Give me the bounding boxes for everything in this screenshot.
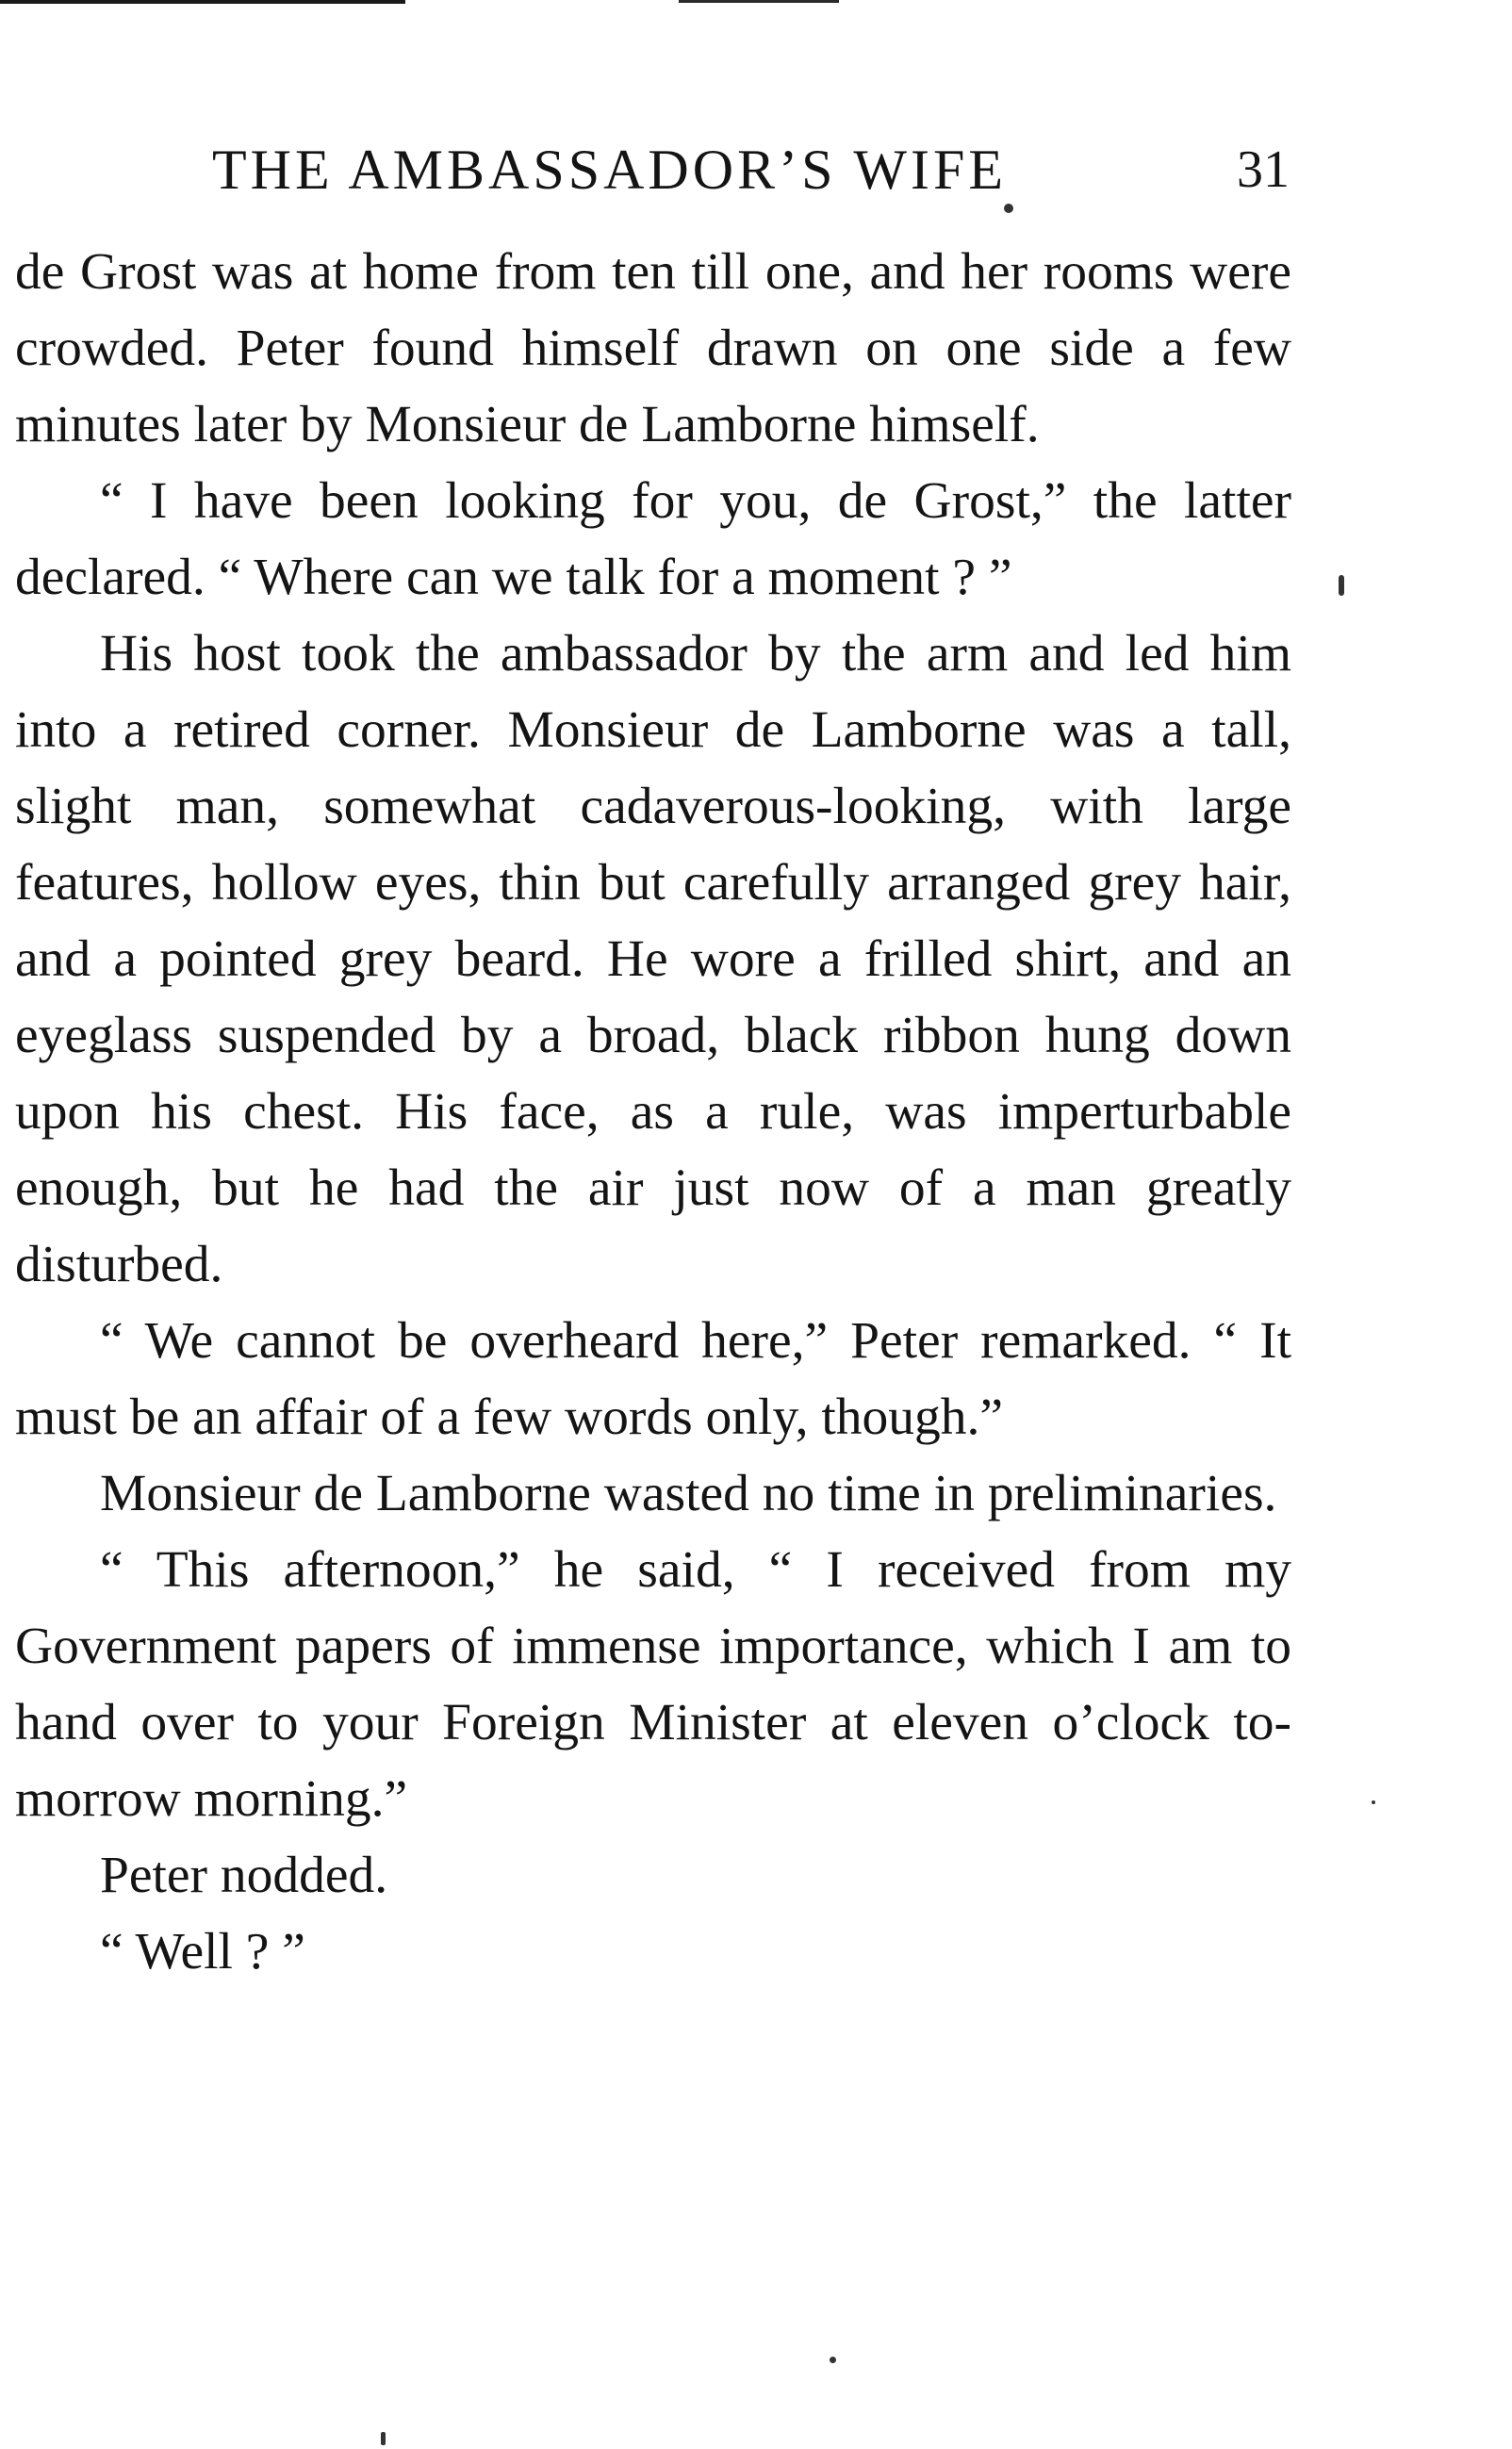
scan-speck xyxy=(381,2432,386,2445)
paragraph: Monsieur de Lamborne wasted no time in preliminaries. xyxy=(100,1465,1277,1522)
paragraph: “ I have been looking for you, de Grost,” the latter declared. “ Where can we talk for a moment ? ” xyxy=(15,472,1291,606)
paragraph: “ We cannot be overheard here,” Peter remarked. “ It must be an affair of a few words only, though.” xyxy=(15,1312,1291,1446)
page-header xyxy=(0,132,1512,207)
scan-speck xyxy=(1372,1800,1375,1804)
scan-speck xyxy=(1004,204,1013,213)
top-edge-rule-secondary xyxy=(679,0,839,3)
page-number: 31 xyxy=(1237,140,1290,199)
scan-speck xyxy=(830,2357,836,2363)
paragraph: de Grost was at home from ten till one, and her rooms were crowded. Peter found himself drawn on one side a few minutes later by Monsieur de Lamborne himself. xyxy=(15,243,1291,453)
scan-speck xyxy=(1339,575,1344,596)
paragraph: Peter nodded. xyxy=(100,1847,388,1904)
paragraph: “ Well ? ” xyxy=(100,1923,305,1981)
running-title: THE AMBASSADOR’S WIFE xyxy=(212,139,1007,201)
top-edge-rule xyxy=(0,0,405,4)
paragraph: His host took the ambassador by the arm and led him into a retired corner. Monsieur de Lamborne was a tall, slight man, somewhat cadaverous-looking, with large features, hollow eyes, thin but carefully arranged grey hair, and a pointed grey beard. He wore a frilled shirt, and an eyeglass suspended by a broad, black ribbon hung down upon his chest. His face, as a rule, was imperturbable enough, but he had the air just now of a man greatly disturbed. xyxy=(15,625,1291,1293)
body-text xyxy=(15,234,1291,1990)
paragraph: “ This afternoon,” he said, “ I received from my Government papers of immense importance, which I am to hand over to your Foreign Minister at eleven o’clock to-morrow morning.” xyxy=(15,1541,1291,1828)
